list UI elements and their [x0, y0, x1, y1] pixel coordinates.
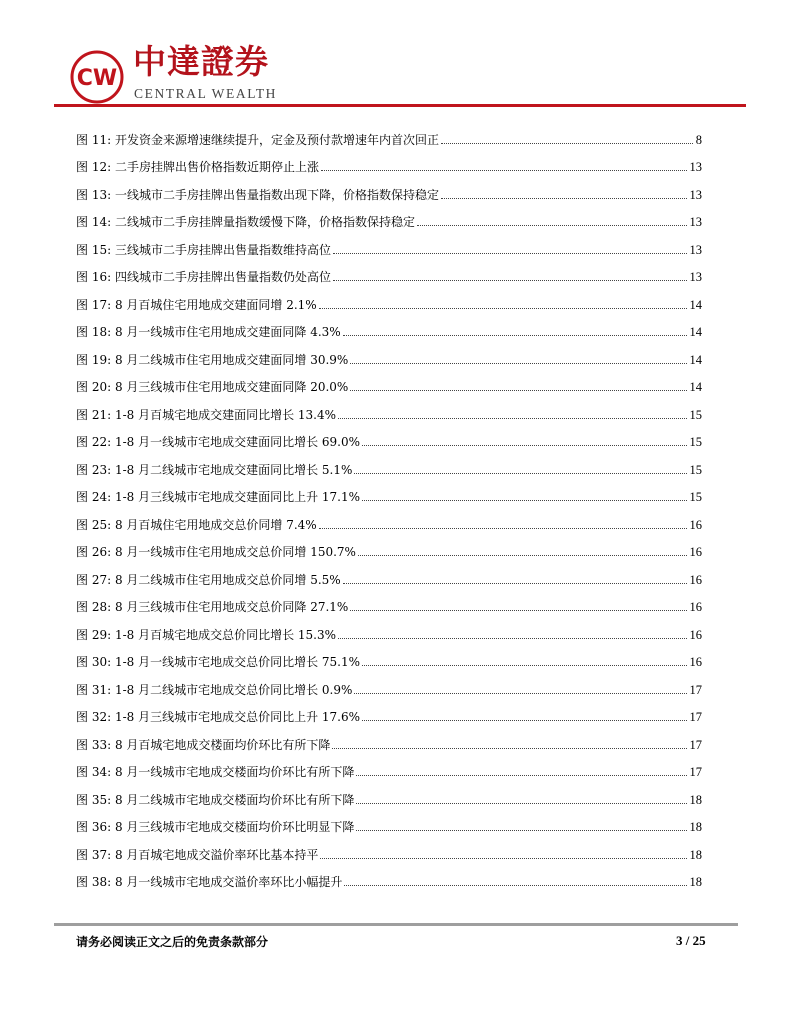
toc-entry[interactable]	[76, 148, 702, 176]
toc-entry-label: 图 11: 开发资金来源增速继续提升，定金及预付款增速年内首次回正	[76, 132, 439, 147]
toc-dot-leader	[343, 583, 687, 584]
toc-entry-label: 图 13: 一线城市二手房挂牌出售量指数出现下降，价格指数保持稳定	[76, 187, 439, 202]
cw-logo-icon	[70, 50, 124, 104]
toc-entry-page: 8	[695, 132, 702, 147]
toc-dot-leader	[319, 528, 687, 529]
toc-entry-label: 图 25: 8 月百城住宅用地成交总价同增 7.4%	[76, 517, 317, 532]
toc-entry-label: 图 34: 8 月一线城市宅地成交楼面均价环比有所下降	[76, 765, 355, 779]
toc-dot-leader	[354, 473, 686, 474]
toc-entry[interactable]	[76, 423, 702, 451]
toc-dot-leader	[356, 803, 686, 804]
toc-entry-page: 16	[689, 600, 702, 614]
toc-entry[interactable]	[76, 753, 702, 781]
toc-entry[interactable]	[76, 533, 702, 561]
toc-entry[interactable]	[76, 505, 702, 533]
toc-entry-label: 图 28: 8 月三线城市住宅用地成交总价同降 27.1%	[76, 600, 349, 614]
toc-entry-label: 图 16: 四线城市二手房挂牌出售量指数仍处高位	[76, 270, 331, 284]
toc-entry-page: 16	[689, 572, 702, 587]
toc-entry-page: 15	[689, 407, 702, 422]
toc-entry-label: 图 35: 8 月二线城市宅地成交楼面均价环比有所下降	[76, 792, 355, 807]
toc-entry[interactable]	[76, 120, 702, 148]
toc-entry[interactable]	[76, 230, 702, 258]
toc-entry-label: 图 24: 1-8 月三线城市宅地成交建面同比上升 17.1%	[76, 490, 361, 504]
svg-text:CW: CW	[76, 66, 118, 91]
toc-entry-label: 图 19: 8 月二线城市住宅用地成交建面同增 30.9%	[76, 352, 349, 367]
footer-divider	[54, 923, 738, 926]
toc-entry-page: 18	[689, 875, 702, 889]
toc-dot-leader	[362, 665, 686, 666]
toc-dot-leader	[344, 885, 686, 886]
page-number: 3 / 25	[676, 933, 706, 948]
toc-dot-leader	[417, 225, 687, 226]
toc-dot-leader	[362, 500, 686, 501]
toc-entry-label: 图 31: 1-8 月二线城市宅地成交总价同比增长 0.9%	[76, 682, 353, 697]
toc-entry-page: 18	[689, 847, 702, 862]
toc-entry-label: 图 37: 8 月百城宅地成交溢价率环比基本持平	[76, 847, 319, 862]
toc-entry-page: 16	[689, 627, 702, 642]
toc-entry-label: 图 26: 8 月一线城市住宅用地成交总价同增 150.7%	[76, 545, 356, 559]
toc-entry[interactable]	[76, 340, 702, 368]
toc-entry-page: 16	[689, 517, 702, 532]
company-name-en: CENTRAL WEALTH	[134, 86, 278, 101]
toc-entry-label: 图 21: 1-8 月百城宅地成交建面同比增长 13.4%	[76, 407, 337, 422]
toc-dot-leader	[356, 775, 686, 776]
toc-dot-leader	[338, 638, 686, 639]
toc-entry[interactable]	[76, 808, 702, 836]
toc-entry-page: 14	[689, 325, 702, 339]
toc-entry[interactable]	[76, 450, 702, 478]
toc-entry-page: 13	[689, 160, 702, 174]
toc-entry-label: 图 29: 1-8 月百城宅地成交总价同比增长 15.3%	[76, 627, 337, 642]
disclaimer-note: 请务必阅读正文之后的免责条款部分	[76, 935, 269, 949]
page-header	[0, 0, 791, 110]
toc-entry[interactable]	[76, 258, 702, 286]
toc-dot-leader	[343, 335, 687, 336]
toc-entry[interactable]	[76, 395, 702, 423]
toc-entry-page: 17	[689, 710, 702, 724]
toc-entry-label: 图 17: 8 月百城住宅用地成交建面同增 2.1%	[76, 297, 317, 312]
toc-entry[interactable]	[76, 780, 702, 808]
toc-dot-leader	[350, 390, 686, 391]
toc-entry-page: 13	[689, 270, 702, 284]
toc-dot-leader	[333, 253, 687, 254]
toc-entry-label: 图 23: 1-8 月二线城市宅地成交建面同比增长 5.1%	[76, 462, 353, 477]
toc-entry[interactable]	[76, 313, 702, 341]
toc-dot-leader	[358, 555, 687, 556]
toc-entry[interactable]	[76, 560, 702, 588]
toc-entry-label: 图 15: 三线城市二手房挂牌出售量指数维持高位	[76, 242, 331, 257]
toc-entry-page: 17	[689, 682, 702, 697]
toc-entry-label: 图 32: 1-8 月三线城市宅地成交总价同比上升 17.6%	[76, 710, 361, 724]
toc-dot-leader	[350, 363, 686, 364]
toc-entry-label: 图 33: 8 月百城宅地成交楼面均价环比有所下降	[76, 737, 331, 752]
toc-entry-page: 15	[689, 435, 702, 449]
toc-entry[interactable]	[76, 835, 702, 863]
toc-entry-label: 图 20: 8 月三线城市住宅用地成交建面同降 20.0%	[76, 380, 349, 394]
toc-dot-leader	[333, 280, 687, 281]
toc-entry-page: 16	[689, 655, 702, 669]
toc-entry-page: 18	[689, 792, 702, 807]
toc-entry-page: 15	[689, 462, 702, 477]
toc-entry-page: 15	[689, 490, 702, 504]
toc-entry[interactable]	[76, 203, 702, 231]
toc-dot-leader	[354, 693, 686, 694]
toc-dot-leader	[441, 198, 687, 199]
toc-entry-page: 13	[689, 215, 702, 229]
header-divider	[54, 104, 746, 107]
toc-entry[interactable]	[76, 588, 702, 616]
toc-entry-page: 16	[689, 545, 702, 559]
toc-entry[interactable]	[76, 478, 702, 506]
toc-dot-leader	[441, 143, 693, 144]
toc-entry[interactable]	[76, 725, 702, 753]
toc-entry-label: 图 14: 二线城市二手房挂牌量指数缓慢下降，价格指数保持稳定	[76, 215, 415, 229]
toc-dot-leader	[332, 748, 686, 749]
toc-dot-leader	[320, 858, 686, 859]
toc-entry[interactable]	[76, 615, 702, 643]
toc-dot-leader	[362, 445, 686, 446]
toc-entry-label: 图 36: 8 月三线城市宅地成交楼面均价环比明显下降	[76, 820, 355, 834]
toc-entry[interactable]	[76, 670, 702, 698]
toc-entry[interactable]	[76, 175, 702, 203]
toc-entry[interactable]	[76, 368, 702, 396]
toc-entry-page: 17	[689, 765, 702, 779]
toc-entry-page: 13	[689, 242, 702, 257]
toc-entry-label: 图 18: 8 月一线城市住宅用地成交建面同降 4.3%	[76, 325, 341, 339]
toc-entry[interactable]	[76, 698, 702, 726]
toc-dot-leader	[350, 610, 686, 611]
toc-entry-page: 14	[689, 380, 702, 394]
toc-entry-page: 17	[689, 737, 702, 752]
toc-entry-label: 图 12: 二手房挂牌出售价格指数近期停止上涨	[76, 160, 319, 174]
toc-entry-label: 图 38: 8 月一线城市宅地成交溢价率环比小幅提升	[76, 875, 343, 889]
toc-entry-label: 图 22: 1-8 月一线城市宅地成交建面同比增长 69.0%	[76, 435, 361, 449]
toc-dot-leader	[362, 720, 686, 721]
toc-dot-leader	[319, 308, 687, 309]
toc-entry-page: 14	[689, 297, 702, 312]
figure-index-list	[76, 120, 702, 890]
toc-entry[interactable]	[76, 643, 702, 671]
toc-entry-page: 18	[689, 820, 702, 834]
toc-dot-leader	[338, 418, 686, 419]
toc-entry-label: 图 30: 1-8 月一线城市宅地成交总价同比增长 75.1%	[76, 655, 361, 669]
toc-dot-leader	[356, 830, 686, 831]
toc-entry-label: 图 27: 8 月二线城市住宅用地成交总价同增 5.5%	[76, 572, 341, 587]
toc-dot-leader	[321, 170, 687, 171]
toc-entry-page: 13	[689, 187, 702, 202]
company-name-cn: 中達證券	[133, 42, 269, 81]
toc-entry[interactable]	[76, 863, 702, 891]
toc-entry-page: 14	[689, 352, 702, 367]
toc-entry[interactable]	[76, 285, 702, 313]
